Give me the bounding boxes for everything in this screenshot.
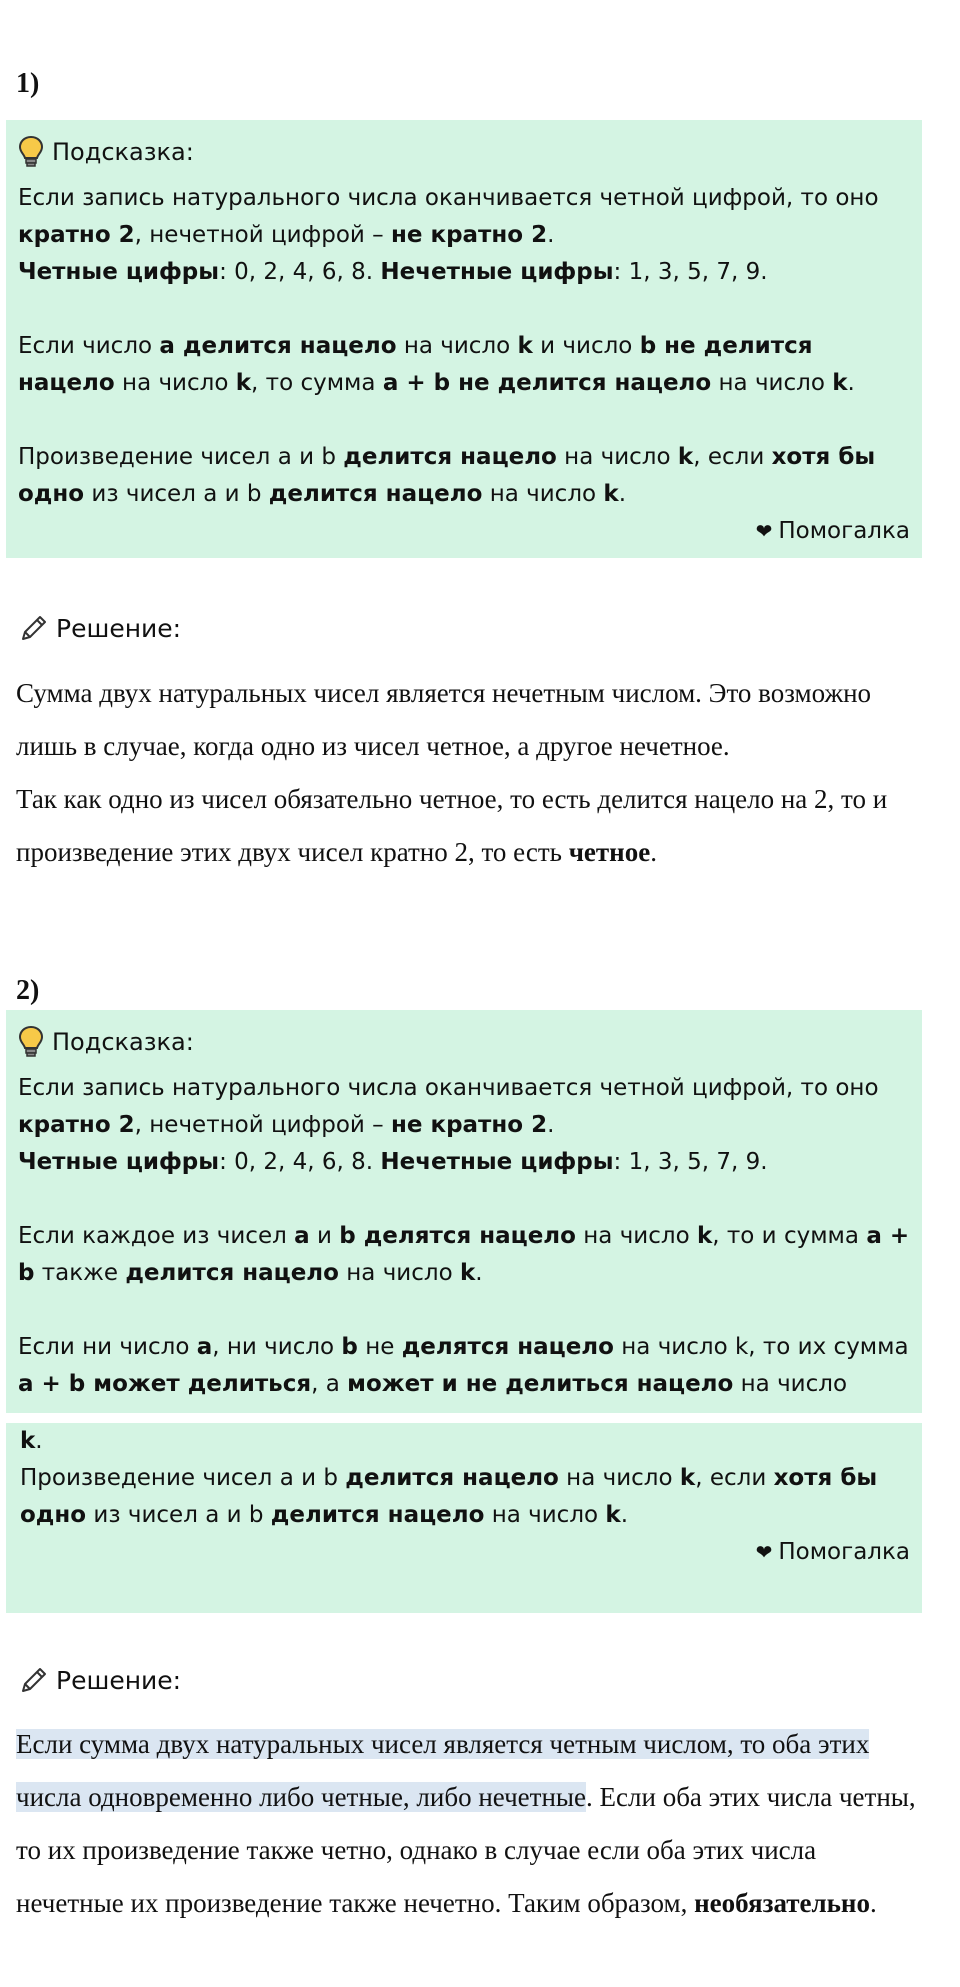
hint-header [18,1020,910,1064]
solution-title: Решение: [56,613,182,643]
solution-paragraph: Сумма двух натуральных чисел является нечетным числом. Это возможно лишь в случае, когда одно из чисел четное, а другое нечетное. [16,678,872,761]
solution-paragraph: Если сумма двух натуральных чисел является четным числом, то оба этих числа одновременно либо четные, либо нечетные. Если оба этих числа четны, то их произведение также четно, однако в случае если оба этих числа нечетные их произведение также нечетно. Таким образом, необязательно. [16,1729,916,1918]
heart-icon: ❤ [755,519,773,543]
hint-paragraph: Если число a делится нацело на число k и число b не делится нацело на число k, то сумма a + b не делится нацело на число k. [18,333,855,396]
hint-box-1 [6,120,922,558]
pencil-icon [18,612,50,644]
highlighted-text: Если сумма двух натуральных чисел является четным числом, то оба этих числа одновременно либо четные, либо нечетные [16,1729,870,1812]
hint-box-2 [6,1010,922,1413]
section-number-1: 1) [16,68,40,99]
section-number-2: 2) [16,975,40,1006]
hint-paragraph: Произведение чисел a и b делится нацело на число k, если хотя бы одно из чисел a и b делится нацело на число k. [20,1465,878,1528]
hint-box-2-continued [6,1423,922,1613]
solution-text-1 [16,667,916,879]
hint-title: Подсказка: [52,137,194,166]
hint-paragraph: Если запись натурального числа оканчивается четной цифрой, то оно кратно 2, нечетной цифрой – не кратно 2. Четные цифры: 0, 2, 4, 6, 8. Нечетные цифры: 1, 3, 5, 7, 9. [18,185,879,285]
hint-paragraph: Произведение чисел a и b делится нацело на число k, если хотя бы одно из чисел a и b делится нацело на число k. [18,444,876,507]
hint-footer[interactable] [20,1534,910,1571]
hint-footer[interactable] [18,513,910,550]
lightbulb-icon [18,1025,44,1059]
hint-paragraph: k. [20,1428,43,1454]
solution-paragraph: Так как одно из чисел обязательно четное, то есть делится нацело на 2, то и произведение этих двух чисел кратно 2, то есть четное. [16,784,888,867]
solution-title: Решение: [56,1665,182,1695]
solution-header-2 [18,1664,181,1696]
footer-label: Помогалка [778,1539,910,1565]
solution-header-1 [18,612,181,644]
solution-text-2 [16,1718,916,1930]
hint-title: Подсказка: [52,1027,194,1056]
hint-paragraph: Если ни число a, ни число b не делятся нацело на число k, то их сумма a + b может делиться, а может и не делиться нацело на число [18,1334,909,1397]
footer-label: Помогалка [778,518,910,544]
heart-icon: ❤ [755,1540,773,1564]
pencil-icon [18,1664,50,1696]
hint-paragraph: Если каждое из чисел a и b делятся нацело на число k, то и сумма a + b также делится нацело на число k. [18,1223,910,1286]
lightbulb-icon [18,135,44,169]
hint-paragraph: Если запись натурального числа оканчивается четной цифрой, то оно кратно 2, нечетной цифрой – не кратно 2. Четные цифры: 0, 2, 4, 6, 8. Нечетные цифры: 1, 3, 5, 7, 9. [18,1075,879,1175]
hint-header [18,130,910,174]
